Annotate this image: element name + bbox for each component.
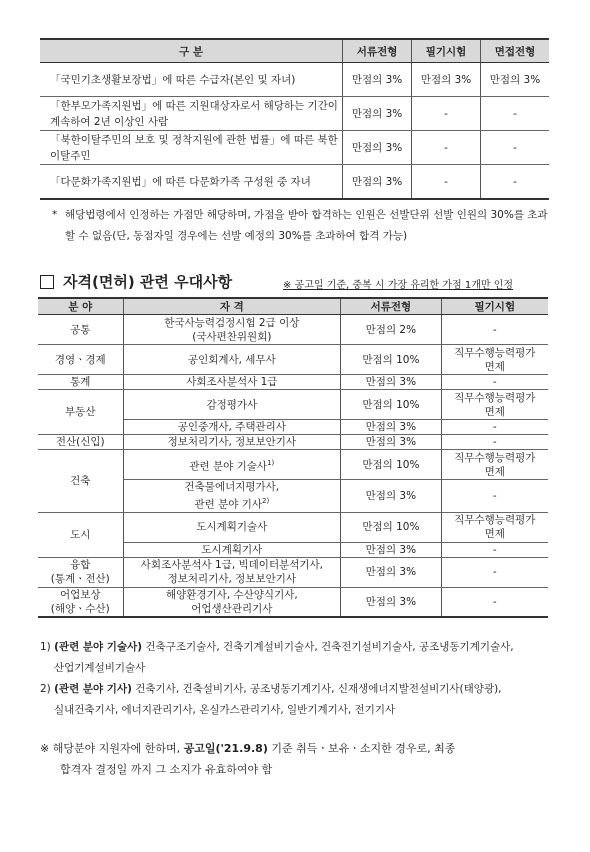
- note-asterisk: *: [52, 209, 58, 221]
- footnote-text: 건축기사, 건축설비기사, 공조냉동기계기사, 신재생에너지발전설비기사(태양광),: [131, 683, 502, 695]
- table-row: [40, 131, 549, 165]
- footnote-ref: 1): [267, 458, 275, 467]
- table-row: [40, 165, 549, 200]
- written-cell: 직무수행능력평가 면제: [441, 450, 548, 480]
- row-interview-value: -: [481, 131, 550, 165]
- written-cell: -: [441, 435, 548, 450]
- col-header-document: 서류전형: [341, 298, 441, 315]
- qualification-cell: 사회조사분석사 1급: [123, 375, 341, 390]
- qualification-cell: 도시계획기사: [123, 542, 341, 557]
- field-cell: 건축: [38, 450, 123, 513]
- row-written-value: -: [412, 131, 481, 165]
- document-cell: 만점의 3%: [341, 375, 441, 390]
- document-cell: 만점의 3%: [341, 557, 441, 587]
- footnote-number: 1): [40, 641, 51, 653]
- priority-table: [40, 38, 549, 200]
- row-category: 「다문화가족지원법」에 따른 다문화가족 구성원 중 자녀: [40, 165, 343, 200]
- footnote-2: [40, 679, 560, 721]
- final-note: [40, 738, 560, 780]
- row-category: 「북한이탈주민의 보호 및 정착지원에 관한 법률」에 따른 북한이탈주민: [40, 131, 343, 165]
- footnote-text: 건축구조기술사, 건축기계설비기술사, 건축전기설비기술사, 공조냉동기계기술사,: [142, 641, 514, 653]
- field-cell: 어업보상 (해양ㆍ수산): [38, 587, 123, 617]
- note-text: 기준 취득ㆍ보유ㆍ소지한 경우로, 최종: [267, 742, 456, 755]
- row-category: 「국민기초생활보장법」에 따른 수급자(본인 및 자녀): [40, 63, 343, 97]
- footnote-label: (관련 분야 기사): [54, 683, 132, 695]
- table-row: [38, 587, 548, 617]
- section-title: 자격(면허) 관련 우대사항: [63, 273, 233, 291]
- section-note: ※ 공고일 기준, 중복 시 가장 유리한 가점 1개만 인정: [283, 280, 514, 291]
- row-interview-value: 만점의 3%: [481, 63, 550, 97]
- document-cell: 만점의 3%: [341, 435, 441, 450]
- written-cell: -: [441, 557, 548, 587]
- checkbox-square-icon: [40, 275, 54, 289]
- written-cell: 직무수행능력평가 면제: [441, 345, 548, 375]
- bonus-limit-note: [52, 205, 557, 247]
- table-row: [38, 435, 548, 450]
- qualification-text: 관련 분야 기술사: [189, 460, 268, 473]
- qualification-cell: [123, 450, 341, 480]
- row-interview-value: -: [481, 165, 550, 200]
- col-header-interview: 면접전형: [481, 39, 550, 63]
- field-cell: 도시: [38, 512, 123, 557]
- field-cell: 전산(신입): [38, 435, 123, 450]
- written-cell: -: [441, 542, 548, 557]
- table-header-row: [40, 39, 549, 63]
- table-row: [38, 390, 548, 420]
- table-row: [38, 512, 548, 542]
- note-mark: ※: [40, 742, 50, 755]
- table-row: [38, 315, 548, 345]
- col-header-qualification: 자 격: [123, 298, 341, 315]
- note-continuation: 합격자 결정일 까지 그 소지가 유효하여야 함: [60, 763, 273, 776]
- qualification-cell: 도시계획기술사: [123, 512, 341, 542]
- qualification-cell: 공인중개사, 주택관리사: [123, 420, 341, 435]
- document-cell: 만점의 3%: [341, 587, 441, 617]
- col-header-written: 필기시험: [412, 39, 481, 63]
- row-document-value: 만점의 3%: [343, 97, 412, 131]
- col-header-document: 서류전형: [343, 39, 412, 63]
- qualification-text: 관련 분야 기사: [194, 498, 263, 511]
- footnote-number: 2): [40, 683, 51, 695]
- note-text: 해당법령에서 인정하는 가점만 해당하며, 가점을 받아 합격하는 인원은 선발단위 선발 인원의 30%를 초과할 수 없음(단, 동점자일 경우에는 선발 예정의 30%를 초과하여 합격 가능): [65, 209, 548, 242]
- document-cell: 만점의 10%: [341, 345, 441, 375]
- row-document-value: 만점의 3%: [343, 165, 412, 200]
- document-cell: 만점의 10%: [341, 512, 441, 542]
- qualification-cell: 공인회계사, 세무사: [123, 345, 341, 375]
- footnote-continuation: 산업기계설비기술사: [54, 662, 146, 674]
- row-written-value: -: [412, 165, 481, 200]
- qualification-table: [38, 297, 548, 618]
- row-interview-value: -: [481, 97, 550, 131]
- table-row: [38, 375, 548, 390]
- table-row: [40, 63, 549, 97]
- written-cell: -: [441, 587, 548, 617]
- row-document-value: 만점의 3%: [343, 131, 412, 165]
- note-bold-date: 공고일('21.9.8): [183, 742, 268, 755]
- document-cell: 만점의 3%: [341, 542, 441, 557]
- table-row: [38, 450, 548, 480]
- document-cell: 만점의 10%: [341, 390, 441, 420]
- section-heading: [40, 271, 232, 292]
- written-cell: -: [441, 420, 548, 435]
- col-header-field: 분 야: [38, 298, 123, 315]
- table-row: [38, 557, 548, 587]
- document-cell: 만점의 3%: [341, 420, 441, 435]
- qualification-cell: 정보처리기사, 정보보안기사: [123, 435, 341, 450]
- field-cell: 융합 (통계ㆍ전산): [38, 557, 123, 587]
- note-text: 해당분야 지원자에 한하며,: [49, 742, 184, 755]
- footnote-ref: 2): [262, 497, 270, 505]
- row-written-value: -: [412, 97, 481, 131]
- qualification-cell: 사회조사분석사 1급, 빅데이터분석기사, 정보처리기사, 정보보안기사: [123, 557, 341, 587]
- qualification-cell: 감정평가사: [123, 390, 341, 420]
- written-cell: 직무수행능력평가 면제: [441, 512, 548, 542]
- field-cell: 통계: [38, 375, 123, 390]
- qualification-cell: 해양환경기사, 수산양식기사, 어업생산관리기사: [123, 587, 341, 617]
- written-cell: 직무수행능력평가 면제: [441, 390, 548, 420]
- qualification-text: 건축물에너지평가사,: [184, 481, 280, 493]
- qualification-cell: [123, 480, 341, 513]
- table-row: [40, 97, 549, 131]
- field-cell: 경영ㆍ경제: [38, 345, 123, 375]
- footnote-label: (관련 분야 기술사): [54, 641, 143, 653]
- table-header-row: [38, 298, 548, 315]
- qualification-cell: 한국사능력검정시험 2급 이상 (국사편찬위원회): [123, 315, 341, 345]
- row-written-value: 만점의 3%: [412, 63, 481, 97]
- row-category: 「한부모가족지원법」에 따른 지원대상자로서 해당하는 기간이 계속하여 2년 이상인 사람: [40, 97, 343, 131]
- footnote-1: [40, 637, 560, 679]
- col-header-category: 구 분: [40, 39, 343, 63]
- field-cell: 부동산: [38, 390, 123, 435]
- written-cell: -: [441, 315, 548, 345]
- written-cell: -: [441, 480, 548, 513]
- document-cell: 만점의 10%: [341, 450, 441, 480]
- footnote-continuation: 실내건축기사, 에너지관리기사, 온실가스관리기사, 일반기계기사, 전기기사: [54, 704, 396, 716]
- col-header-written: 필기시험: [441, 298, 548, 315]
- row-document-value: 만점의 3%: [343, 63, 412, 97]
- written-cell: -: [441, 375, 548, 390]
- document-cell: 만점의 2%: [341, 315, 441, 345]
- field-cell: 공통: [38, 315, 123, 345]
- table-row: [38, 345, 548, 375]
- document-cell: 만점의 3%: [341, 480, 441, 513]
